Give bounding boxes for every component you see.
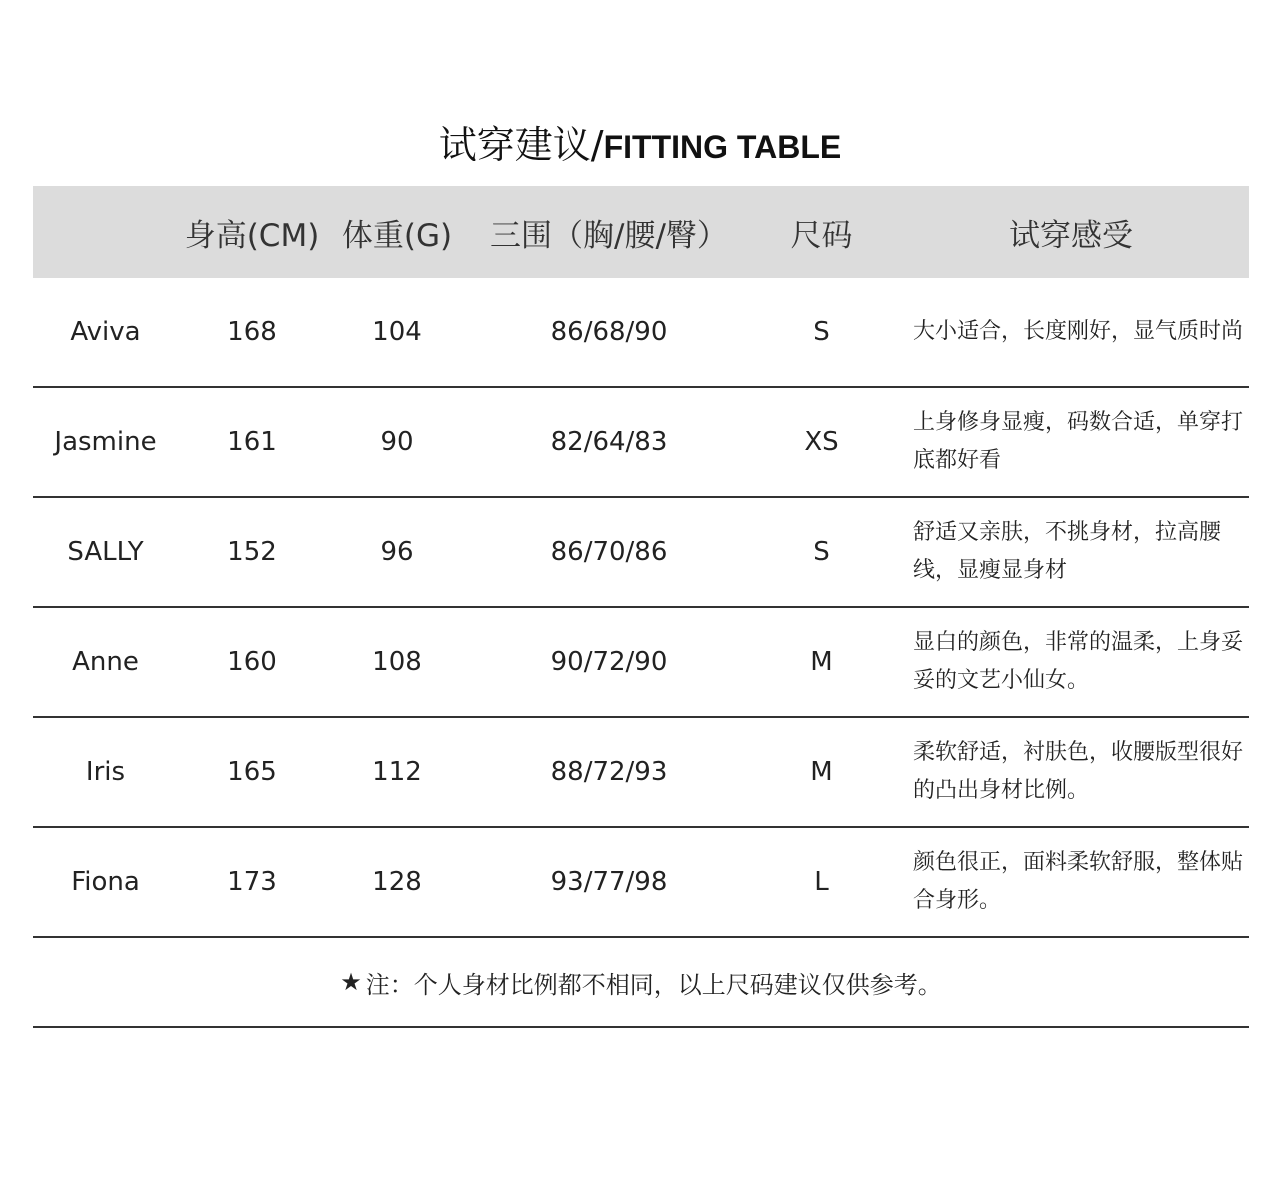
row-size: M <box>810 757 833 787</box>
header-weight: 体重(G) <box>341 217 453 254</box>
row-weight: 104 <box>372 317 422 347</box>
row-name: SALLY <box>67 537 144 567</box>
row-height: 161 <box>227 427 277 457</box>
row-measurements: 90/72/90 <box>550 647 668 677</box>
row-name: Iris <box>85 757 126 787</box>
row-size: S <box>813 317 830 347</box>
row-feedback: 上身修身显瘦，码数合适，单穿打底都好看 <box>913 410 1244 473</box>
row-weight: 96 <box>380 537 414 567</box>
row-name: Jasmine <box>54 427 157 457</box>
row-name: Fiona <box>71 867 140 897</box>
table-row <box>33 608 1249 718</box>
header-size: 尺码 <box>790 217 853 254</box>
header-feedback: 试穿感受 <box>1009 217 1133 254</box>
table-header <box>33 186 1249 278</box>
row-height: 152 <box>227 537 277 567</box>
row-feedback: 大小适合，长度刚好，显气质时尚 <box>913 319 1244 344</box>
row-measurements: 93/77/98 <box>550 867 668 897</box>
row-height: 165 <box>227 757 277 787</box>
row-size: S <box>813 537 830 567</box>
title-zh: 试穿建议/ <box>438 123 604 167</box>
footnote <box>33 938 1249 1028</box>
table-row <box>33 828 1249 938</box>
table-row <box>33 278 1249 388</box>
row-measurements: 86/70/86 <box>550 537 668 567</box>
row-feedback: 柔软舒适，衬肤色，收腰版型很好的凸出身材比例。 <box>913 740 1244 803</box>
row-feedback: 颜色很正，面料柔软舒服，整体贴合身形。 <box>913 850 1244 913</box>
table-row <box>33 388 1249 498</box>
row-size: L <box>814 867 829 897</box>
row-size: M <box>810 647 833 677</box>
fitting-table <box>33 186 1249 1028</box>
page-title <box>0 118 1280 174</box>
row-measurements: 88/72/93 <box>550 757 668 787</box>
row-weight: 112 <box>372 757 422 787</box>
row-weight: 90 <box>380 427 414 457</box>
row-height: 173 <box>227 867 277 897</box>
row-measurements: 86/68/90 <box>550 317 668 347</box>
footnote-text: 注：个人身材比例都不相同，以上尺码建议仅供参考。 <box>365 970 942 999</box>
row-feedback: 显白的颜色，非常的温柔，上身妥妥的文艺小仙女。 <box>913 630 1244 693</box>
row-weight: 128 <box>372 867 422 897</box>
table-row <box>33 498 1249 608</box>
star-icon: ★ <box>340 968 362 996</box>
header-measurements: 三围（胸/腰/臀） <box>490 217 728 254</box>
row-weight: 108 <box>372 647 422 677</box>
title-en: FITTING TABLE <box>603 129 842 165</box>
row-height: 160 <box>227 647 277 677</box>
header-height: 身高(CM) <box>184 217 320 254</box>
row-size: XS <box>804 427 839 457</box>
row-name: Anne <box>72 647 139 677</box>
row-height: 168 <box>227 317 277 347</box>
table-row <box>33 718 1249 828</box>
row-feedback: 舒适又亲肤，不挑身材，拉高腰线，显瘦显身材 <box>913 520 1222 583</box>
row-measurements: 82/64/83 <box>550 427 668 457</box>
row-name: Aviva <box>70 317 141 347</box>
